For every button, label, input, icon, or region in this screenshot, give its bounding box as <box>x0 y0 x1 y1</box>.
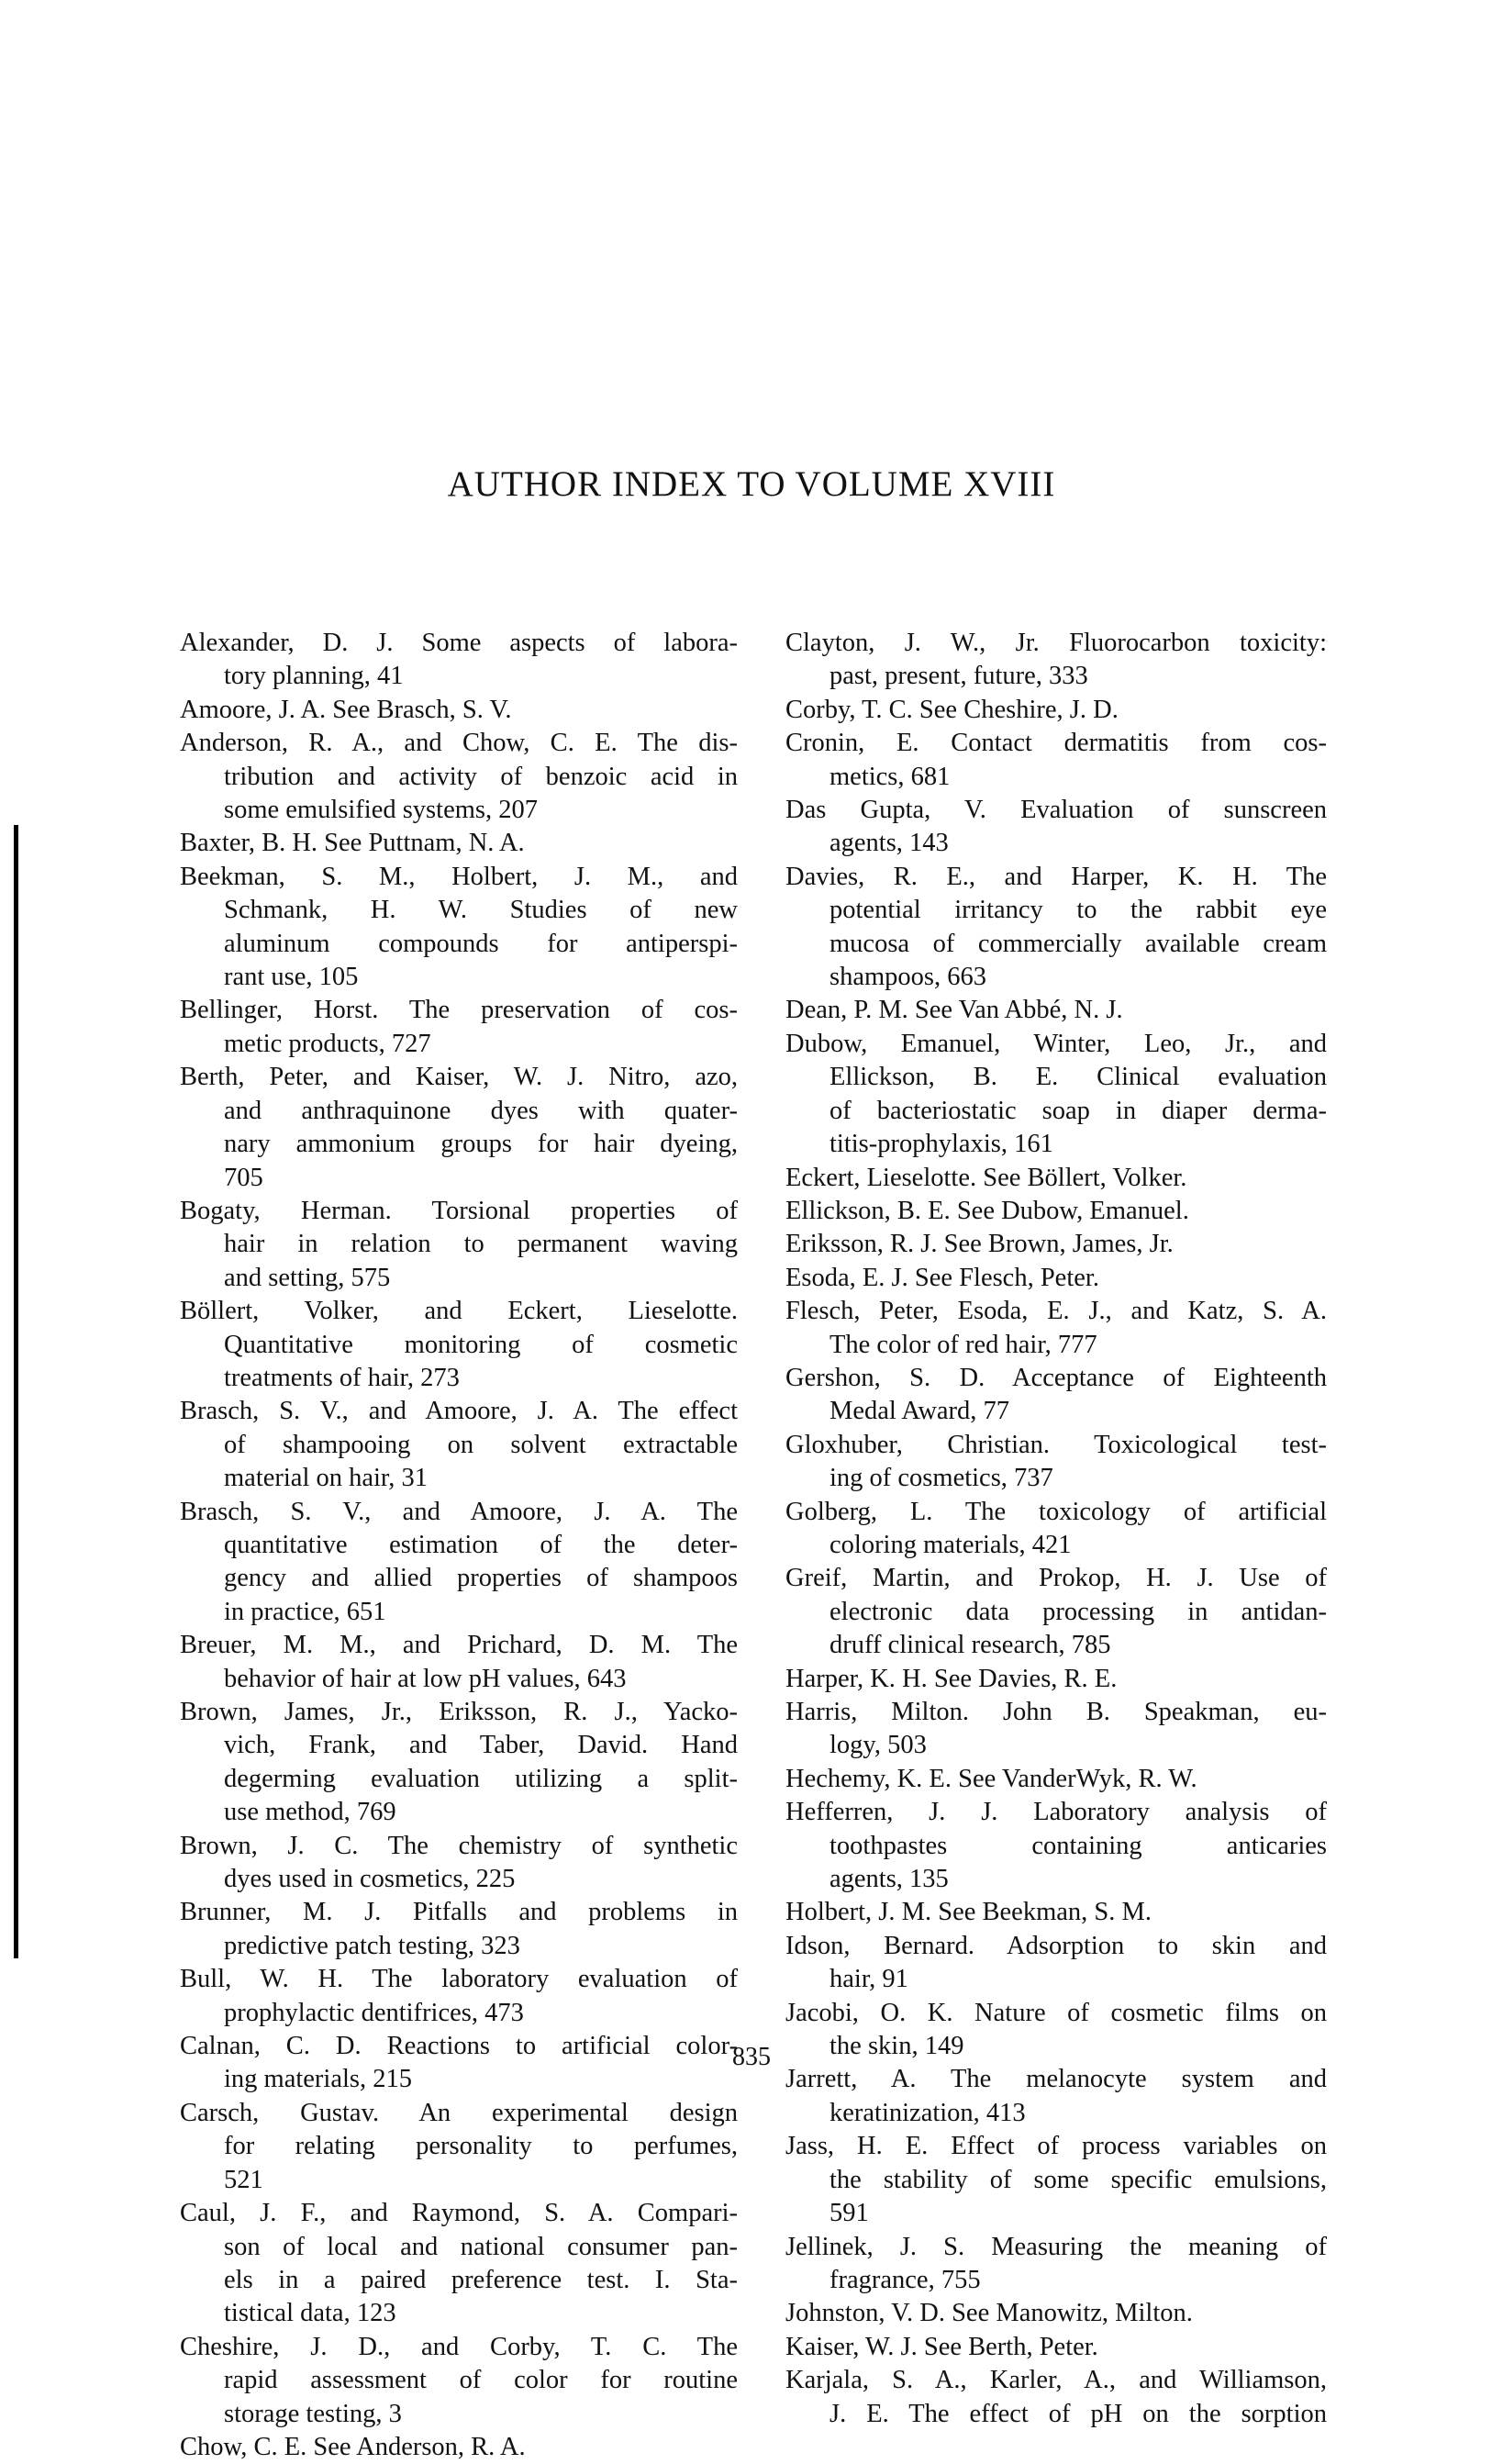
entry-heading-line: Alexander, D. J. Some aspects of labora- <box>180 629 738 657</box>
entry-heading-line: Gloxhuber, Christian. Toxicological test- <box>785 1430 1327 1459</box>
entry-heading-line: Baxter, B. H. See Puttnam, N. A. <box>180 829 525 858</box>
entry-continuation-line: degerming evaluation utilizing a split- <box>224 1764 738 1793</box>
entry-continuation-line: ing materials, 215 <box>224 2065 412 2094</box>
index-entry <box>785 2063 1327 2130</box>
entry-heading-line: Dean, P. M. See Van Abbé, N. J. <box>785 996 1123 1025</box>
entry-heading-line: Karjala, S. A., Karler, A., and Williamson, <box>785 2366 1327 2395</box>
index-entry <box>785 2231 1327 2298</box>
entry-continuation-line: hair in relation to permanent waving <box>224 1230 738 1259</box>
entry-heading-line: Eriksson, R. J. See Brown, James, Jr. <box>785 1230 1174 1259</box>
entry-continuation-line: quantitative estimation of the deter- <box>224 1530 738 1559</box>
entry-heading-line: Harper, K. H. See Davies, R. E. <box>785 1664 1118 1693</box>
entry-continuation-line: material on hair, 31 <box>224 1464 429 1493</box>
index-entry <box>785 1162 1327 1195</box>
entry-continuation-line: of bacteriostatic soap in diaper derma- <box>829 1096 1327 1125</box>
entry-continuation-line: J. E. The effect of pH on the sorption <box>829 2399 1327 2428</box>
entry-continuation-line: Schmank, H. W. Studies of new <box>224 896 738 925</box>
entry-heading-line: Johnston, V. D. See Manowitz, Milton. <box>785 2299 1193 2328</box>
entry-continuation-line: toothpastes containing anticaries <box>829 1831 1327 1860</box>
index-entry <box>180 2197 738 2331</box>
index-entry <box>785 1295 1327 1362</box>
entry-heading-line: Chow, C. E. See Anderson, R. A. <box>180 2432 526 2461</box>
index-entry <box>180 1061 738 1195</box>
index-entry <box>180 1295 738 1395</box>
index-entry <box>180 1696 738 1830</box>
entry-continuation-line: metic products, 727 <box>224 1029 431 1058</box>
index-entry <box>180 1195 738 1295</box>
entry-continuation-line: vich, Frank, and Taber, David. Hand <box>224 1731 738 1760</box>
entry-continuation-line: metics, 681 <box>829 762 951 791</box>
index-entry <box>785 2364 1327 2431</box>
index-entry <box>180 2097 738 2197</box>
index-entry <box>785 1930 1327 1997</box>
entry-continuation-line: agents, 143 <box>829 829 949 858</box>
entry-heading-line: Eckert, Lieselotte. See Böllert, Volker. <box>785 1163 1187 1192</box>
entry-heading-line: Jellinek, J. S. Measuring the meaning of <box>785 2232 1327 2261</box>
index-entry <box>180 627 738 694</box>
index-column-right <box>785 627 1327 2431</box>
entry-continuation-line: hair, 91 <box>829 1965 908 1994</box>
entry-continuation-line: son of local and national consumer pan- <box>224 2232 738 2261</box>
entry-heading-line: Idson, Bernard. Adsorption to skin and <box>785 1931 1327 1960</box>
entry-heading-line: Brasch, S. V., and Amoore, J. A. The effect <box>180 1397 738 1426</box>
entry-continuation-line: shampoos, 663 <box>829 963 986 992</box>
index-entry <box>785 727 1327 794</box>
entry-continuation-line: some emulsified systems, 207 <box>224 796 538 825</box>
index-entry <box>785 1663 1327 1696</box>
index-entry <box>785 2331 1327 2364</box>
index-entry <box>180 994 738 1061</box>
index-entry <box>785 1896 1327 1929</box>
index-entry <box>785 1028 1327 1162</box>
entry-heading-line: Cheshire, J. D., and Corby, T. C. The <box>180 2332 738 2361</box>
entry-continuation-line: nary ammonium groups for hair dyeing, <box>224 1130 738 1159</box>
entry-heading-line: Clayton, J. W., Jr. Fluorocarbon toxicity: <box>785 629 1327 657</box>
entry-continuation-line: 591 <box>829 2199 869 2228</box>
entry-continuation-line: rapid assessment of color for routine <box>224 2366 738 2395</box>
index-entry <box>180 1629 738 1696</box>
index-entry <box>785 627 1327 694</box>
entry-heading-line: Anderson, R. A., and Chow, C. E. The dis- <box>180 729 738 758</box>
index-entry <box>785 1562 1327 1662</box>
entry-continuation-line: Quantitative monitoring of cosmetic <box>224 1330 738 1359</box>
entry-heading-line: Brown, J. C. The chemistry of synthetic <box>180 1831 738 1860</box>
margin-bar <box>14 825 18 1958</box>
entry-continuation-line: fragrance, 755 <box>829 2265 981 2294</box>
page-number: 835 <box>732 2043 771 2071</box>
entry-continuation-line: prophylactic dentifrices, 473 <box>224 1998 524 2027</box>
index-entry <box>180 2331 738 2431</box>
entry-continuation-line: potential irritancy to the rabbit eye <box>829 896 1327 925</box>
entry-continuation-line: of shampooing on solvent extractable <box>224 1430 738 1459</box>
entry-heading-line: Ellickson, B. E. See Dubow, Emanuel. <box>785 1196 1189 1225</box>
index-entry <box>180 1395 738 1495</box>
entry-heading-line: Corby, T. C. See Cheshire, J. D. <box>785 695 1119 724</box>
entry-heading-line: Flesch, Peter, Esoda, E. J., and Katz, S. A. <box>785 1297 1327 1326</box>
entry-continuation-line: titis-prophylaxis, 161 <box>829 1130 1053 1159</box>
entry-continuation-line: the skin, 149 <box>829 2032 964 2061</box>
entry-continuation-line: Medal Award, 77 <box>829 1397 1010 1426</box>
index-entry <box>785 694 1327 727</box>
index-entry <box>180 727 738 827</box>
entry-continuation-line: Ellickson, B. E. Clinical evaluation <box>829 1063 1327 1092</box>
entry-heading-line: Jass, H. E. Effect of process variables on <box>785 2132 1327 2161</box>
entry-continuation-line: aluminum compounds for antiperspi- <box>224 929 738 958</box>
entry-continuation-line: dyes used in cosmetics, 225 <box>224 1865 516 1894</box>
entry-continuation-line: tory planning, 41 <box>224 662 404 691</box>
index-entry <box>180 2431 738 2464</box>
entry-continuation-line: druff clinical research, 785 <box>829 1631 1111 1660</box>
entry-heading-line: Holbert, J. M. See Beekman, S. M. <box>785 1898 1152 1927</box>
entry-continuation-line: past, present, future, 333 <box>829 662 1088 691</box>
entry-heading-line: Kaiser, W. J. See Berth, Peter. <box>785 2332 1098 2361</box>
entry-heading-line: Breuer, M. M., and Prichard, D. M. The <box>180 1631 738 1660</box>
entry-continuation-line: and setting, 575 <box>224 1263 391 1292</box>
entry-heading-line: Böllert, Volker, and Eckert, Lieselotte. <box>180 1297 738 1326</box>
entry-continuation-line: ing of cosmetics, 737 <box>829 1464 1053 1493</box>
entry-continuation-line: storage testing, 3 <box>224 2399 402 2428</box>
entry-continuation-line: the stability of some specific emulsions, <box>829 2165 1327 2194</box>
entry-heading-line: Amoore, J. A. See Brasch, S. V. <box>180 695 512 724</box>
entry-continuation-line: for relating personality to perfumes, <box>224 2132 738 2161</box>
entry-continuation-line: predictive patch testing, 323 <box>224 1931 520 1960</box>
entry-heading-line: Carsch, Gustav. An experimental design <box>180 2098 738 2127</box>
entry-heading-line: Calnan, C. D. Reactions to artificial color- <box>180 2032 738 2061</box>
page-title: AUTHOR INDEX TO VOLUME XVIII <box>447 464 1056 504</box>
entry-continuation-line: mucosa of commercially available cream <box>829 929 1327 958</box>
entry-heading-line: Brown, James, Jr., Eriksson, R. J., Yacko- <box>180 1698 738 1726</box>
entry-heading-line: Harris, Milton. John B. Speakman, eu- <box>785 1698 1327 1726</box>
index-column-left <box>180 627 738 2464</box>
entry-heading-line: Esoda, E. J. See Flesch, Peter. <box>785 1263 1099 1292</box>
index-entry <box>180 1963 738 2030</box>
entry-continuation-line: and anthraquinone dyes with quater- <box>224 1096 738 1125</box>
entry-continuation-line: treatments of hair, 273 <box>224 1363 460 1392</box>
entry-heading-line: Greif, Martin, and Prokop, H. J. Use of <box>785 1564 1327 1593</box>
entry-continuation-line: coloring materials, 421 <box>829 1530 1072 1559</box>
entry-continuation-line: keratinization, 413 <box>829 2098 1026 2127</box>
entry-continuation-line: logy, 503 <box>829 1731 927 1760</box>
entry-continuation-line: behavior of hair at low pH values, 643 <box>224 1664 627 1693</box>
index-entry <box>785 861 1327 995</box>
index-entry <box>785 1195 1327 1228</box>
entry-heading-line: Jarrett, A. The melanocyte system and <box>785 2065 1327 2094</box>
entry-continuation-line: use method, 769 <box>224 1798 396 1827</box>
index-entry <box>180 1496 738 1630</box>
entry-continuation-line: electronic data processing in antidan- <box>829 1597 1327 1626</box>
index-entry <box>785 1429 1327 1496</box>
entry-continuation-line: tistical data, 123 <box>224 2299 396 2328</box>
index-entry <box>180 694 738 727</box>
entry-heading-line: Brunner, M. J. Pitfalls and problems in <box>180 1898 738 1927</box>
index-entry <box>785 794 1327 861</box>
index-entry <box>785 1496 1327 1563</box>
entry-heading-line: Berth, Peter, and Kaiser, W. J. Nitro, azo, <box>180 1063 738 1092</box>
entry-continuation-line: gency and allied properties of shampoos <box>224 1564 738 1593</box>
entry-heading-line: Jacobi, O. K. Nature of cosmetic films on <box>785 1998 1327 2027</box>
entry-heading-line: Bull, W. H. The laboratory evaluation of <box>180 1965 738 1994</box>
index-entry <box>785 2130 1327 2230</box>
entry-continuation-line: agents, 135 <box>829 1865 949 1894</box>
entry-heading-line: Caul, J. F., and Raymond, S. A. Compari- <box>180 2199 738 2228</box>
index-entry <box>785 1763 1327 1796</box>
entry-heading-line: Das Gupta, V. Evaluation of sunscreen <box>785 796 1327 825</box>
entry-continuation-line: els in a paired preference test. I. Sta- <box>224 2265 738 2294</box>
entry-heading-line: Bellinger, Horst. The preservation of cos- <box>180 996 738 1025</box>
entry-heading-line: Brasch, S. V., and Amoore, J. A. The <box>180 1497 738 1526</box>
index-entry <box>785 2297 1327 2330</box>
index-entry <box>785 1696 1327 1763</box>
entry-continuation-line: rant use, 105 <box>224 963 359 992</box>
index-entry <box>180 1896 738 1963</box>
entry-continuation-line: tribution and activity of benzoic acid in <box>224 762 738 791</box>
index-entry <box>785 1228 1327 1261</box>
entry-heading-line: Cronin, E. Contact dermatitis from cos- <box>785 729 1327 758</box>
entry-heading-line: Hechemy, K. E. See VanderWyk, R. W. <box>785 1764 1197 1793</box>
index-entry <box>785 1796 1327 1896</box>
entry-heading-line: Davies, R. E., and Harper, K. H. The <box>785 862 1327 891</box>
entry-heading-line: Beekman, S. M., Holbert, J. M., and <box>180 862 738 891</box>
entry-continuation-line: The color of red hair, 777 <box>829 1330 1097 1359</box>
entry-continuation-line: 521 <box>224 2165 263 2194</box>
index-entry <box>180 827 738 860</box>
entry-heading-line: Golberg, L. The toxicology of artificial <box>785 1497 1327 1526</box>
index-entry <box>785 1262 1327 1295</box>
index-entry <box>785 994 1327 1027</box>
entry-continuation-line: in practice, 651 <box>224 1597 386 1626</box>
entry-heading-line: Gershon, S. D. Acceptance of Eighteenth <box>785 1363 1327 1392</box>
entry-continuation-line: 705 <box>224 1163 263 1192</box>
entry-heading-line: Hefferren, J. J. Laboratory analysis of <box>785 1798 1327 1827</box>
index-entry <box>180 861 738 995</box>
entry-heading-line: Dubow, Emanuel, Winter, Leo, Jr., and <box>785 1029 1327 1058</box>
entry-heading-line: Bogaty, Herman. Torsional properties of <box>180 1196 738 1225</box>
index-entry <box>785 1362 1327 1429</box>
index-entry <box>180 1830 738 1897</box>
